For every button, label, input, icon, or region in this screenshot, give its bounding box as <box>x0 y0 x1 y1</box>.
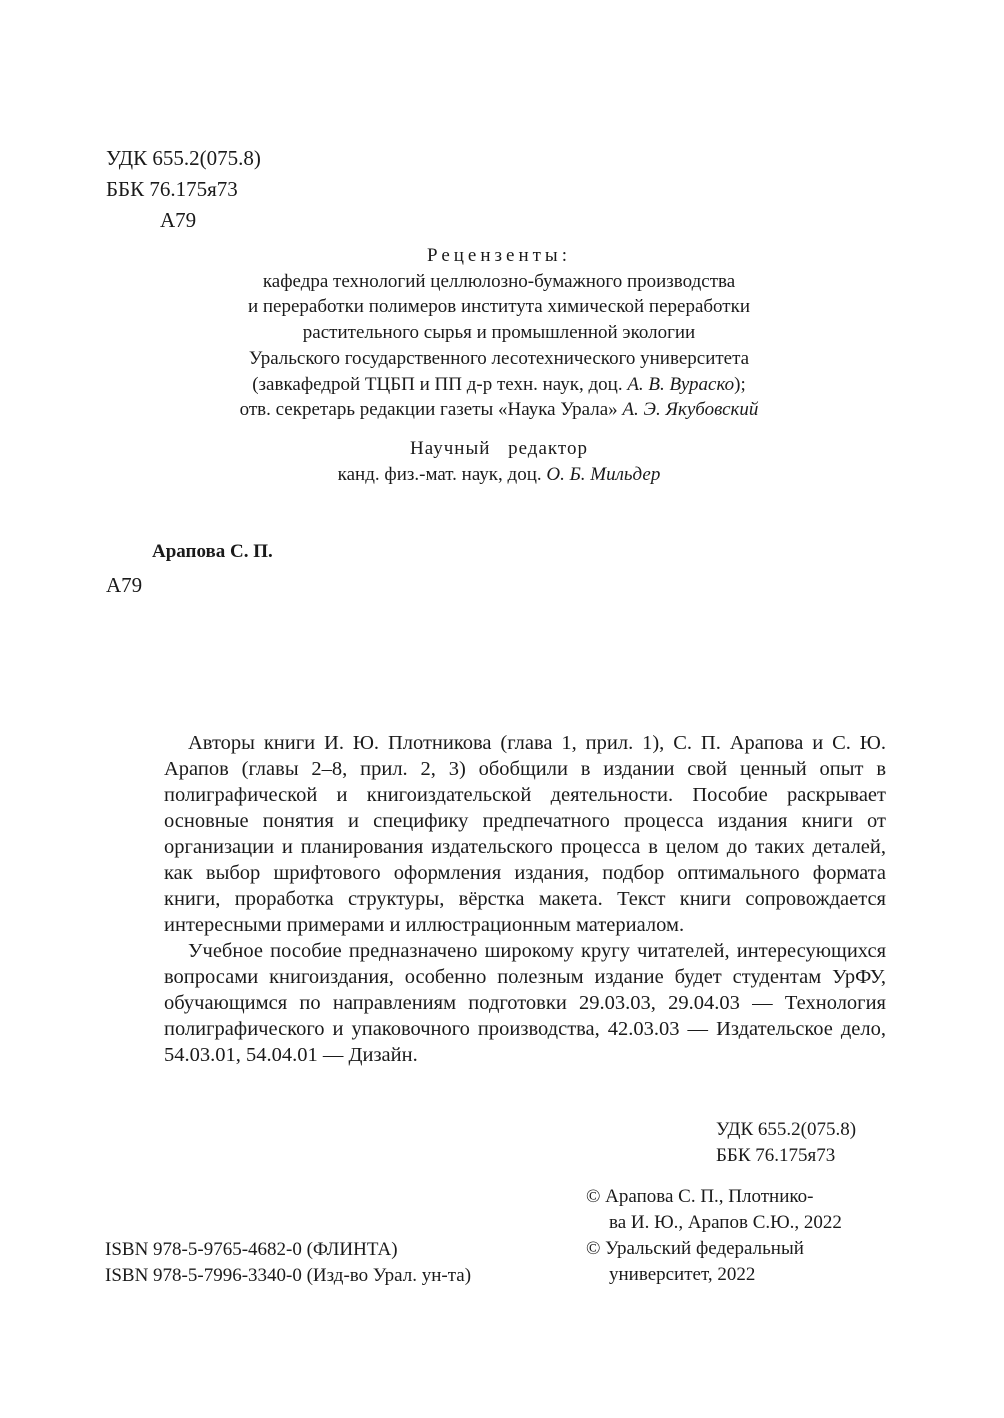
author-mark-code: А79 <box>160 208 197 232</box>
reviewers-line: (завкафедрой ТЦБП и ПП д-р техн. наук, доц. А. В. Вураско); <box>252 373 746 395</box>
author-name: Арапова С. П. <box>152 541 273 562</box>
isbn-line: ISBN 978-5-7996-3340-0 (Изд-во Урал. ун-та) <box>105 1265 472 1286</box>
author-code: А79 <box>106 573 143 597</box>
copyright-line: ва И. Ю., Арапов С.Ю., 2022 <box>609 1212 842 1233</box>
reviewers-line: отв. секретарь редакции газеты «Наука Урала» А. Э. Якубовский <box>239 399 759 421</box>
reviewers-line: кафедра технологий целлюлозно-бумажного производства <box>262 270 736 292</box>
copyright-line: © Арапова С. П., Плотнико- <box>586 1186 814 1207</box>
reviewers-line: и переработки полимеров института химической переработки <box>247 296 751 318</box>
abstract-paragraph: Учебное пособие предназначено широкому кругу читателей, интересующихся вопросами книгоиздания, особенно полезным издание будет студентам УрФУ, обучающимся по направлениям подготовки 29.03.03, 29.04.03 — Технология полиграфического и упаковочного производства, 42.03.03 — Издательское дело, 54.03.01, 54.04.01 — Дизайн. <box>164 940 886 1066</box>
abstract <box>164 730 886 1068</box>
reviewers-line: растительного сырья и промышленной экологии <box>302 322 696 344</box>
bbk-code: ББК 76.175я73 <box>106 177 238 201</box>
copyright-line: университет, 2022 <box>609 1264 756 1285</box>
copyright-line: © Уральский федеральный <box>586 1238 804 1259</box>
reviewers-line: Уральского государственного лесотехнического университета <box>248 347 750 369</box>
footer-udk: УДК 655.2(075.8) <box>716 1119 857 1140</box>
abstract-paragraph: Авторы книги И. Ю. Плотникова (глава 1, прил. 1), С. П. Арапова и С. Ю. Арапов (главы 2–8, прил. 2, 3) обобщили в издании свой ценный опыт в полиграфической и книгоиздательской деятельности. Пособие раскрывает основные понятия и специфику предпечатного процесса издания книги от организации и планирования издательского процесса в целом до таких деталей, как выбор шрифтового оформления издания, подбор оптимального формата книги, проработка структуры, вёрстка макета. Текст книги сопровождается интересными примерами и иллюстрационным материалом. <box>164 732 886 936</box>
editor-name: О. Б. Мильдер <box>546 463 661 485</box>
copyright-block <box>586 1184 842 1288</box>
editor-line: канд. физ.-мат. наук, доц. О. Б. Мильдер <box>337 463 661 485</box>
isbn-line: ISBN 978-5-9765-4682-0 (ФЛИНТА) <box>105 1239 398 1260</box>
reviewers-block <box>0 243 1001 423</box>
reviewers-heading: Рецензенты: <box>427 245 571 266</box>
editor-block <box>0 436 1001 487</box>
udk-code: УДК 655.2(075.8) <box>106 146 261 170</box>
reviewer-name: А. В. Вураско <box>627 373 735 395</box>
editor-heading: Научный редактор <box>410 438 588 459</box>
reviewer-name: А. Э. Якубовский <box>622 399 759 421</box>
footer-bbk: ББК 76.175я73 <box>716 1145 836 1166</box>
isbn-block <box>105 1237 471 1289</box>
footer-codes <box>716 1117 856 1169</box>
